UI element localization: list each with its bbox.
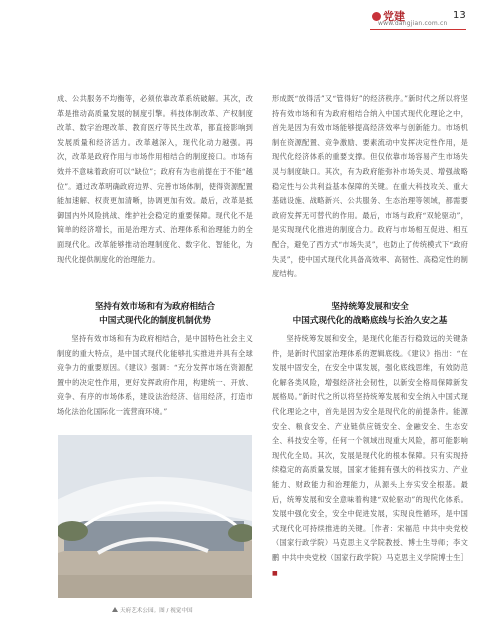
heading-line: 坚持统筹发展和安全 xyxy=(331,302,409,312)
paragraph xyxy=(272,332,468,581)
magazine-url: www.dangjian.com.cn xyxy=(378,20,448,27)
heading-line: 坚持有效市场和有为政府相结合 xyxy=(94,302,216,312)
caption-triangle-icon xyxy=(112,607,118,612)
section-heading-left xyxy=(57,300,253,328)
heading-line: 中国式现代化的战略底线与长治久安之基 xyxy=(292,316,448,326)
glass-facade xyxy=(64,521,244,551)
section-heading-right xyxy=(272,300,468,328)
right-column-top xyxy=(272,92,468,282)
park-photo-illustration xyxy=(58,435,252,598)
header-rule xyxy=(370,29,466,30)
park-photo xyxy=(58,435,252,598)
paragraph: 形成既“放得活”又“管得好”的经济秩序。”新时代之所以将坚持有效市场和有为政府相结合纳入中国式现代化理论之中，首先是因为有效市场能够提高经济效率与创新能力。市场机制在资源配置、竞争激励、要素流动中发挥决定性作用，是现代化经济体系的重要支撑。但仅依靠市场容易产生市场失灵与制度缺口。其次，有为政府能弥补市场失灵、增强战略稳定性与公共利益基本保障的关键。在重大科技攻关、重大基础设施、战略新兴、公共服务、生态治理等领域，都需要政府发挥无可替代的作用。最后，市场与政府“双轮驱动”，是实现现代化推进的制度合力。政府与市场相互促进、相互配合，避免了西方式“市场失灵”，也防止了传统模式下“政府失灵”，使中国式现代化具备高效率、高韧性、高稳定性的制度结构。 xyxy=(272,94,468,279)
right-column-bottom xyxy=(272,332,468,581)
caption-text: 天府艺术公园。图 / 视觉中国 xyxy=(120,608,193,614)
paragraph-text: 坚持统筹发展和安全，是现代化能否行稳致远的关键条件，是新时代国家治理体系的逻辑底线。《建议》指出：“在发展中固安全，在安全中谋发展，强化底线思维，有效防范化解各类风险，增强经济社会韧性，以新安全格局保障新发展格局。”新时代之所以将坚持统筹发展和安全纳入中国式现代化理论之中，首先是因为安全是现代化的前提条件。能源安全、粮食安全、产业链供应链安全、金融安全、生态安全、科技安全等，任何一个领域出现重大风险，都可能影响现代化全局。其次，发展是现代化的根本保障。只有实现持续稳定的高质量发展，国家才能拥有强大的科技实力、产业能力、财政能力和治理能力，从源头上夯实安全根基。最后，统筹发展和安全意味着构建“双轮驱动”的现代化体系。发展中强化安全，安全中促进发展，实现良性循环，是中国式现代化可持续推进的关键。［作者：宋福范 中共中央党校（国家行政学院）马克思主义学院教授、博士生导师；李文鹏 中共中央党校（国家行政学院）马克思主义学院博士生］ xyxy=(272,334,468,562)
photo-caption xyxy=(112,606,193,614)
page-number: 13 xyxy=(453,10,466,21)
left-column-bottom xyxy=(57,332,253,420)
logo-text: 党建 xyxy=(383,10,405,23)
heading-line: 中国式现代化的制度机制优势 xyxy=(99,316,211,326)
end-mark: ■ xyxy=(272,569,278,577)
page-header xyxy=(0,0,484,58)
paragraph: 坚持有效市场和有为政府相结合，是中国特色社会主义制度的重大特点，是中国式现代化能够扎实推进并具有全球竞争力的重要原因。《建议》强调：“充分发挥市场在资源配置中的决定性作用，更好发挥政府作用，构建统一、开放、竞争、有序的市场体系，建设法治经济、信用经济，打造市场化法治化国际化一流营商环境。” xyxy=(57,334,253,416)
foreground xyxy=(58,575,252,598)
paragraph: 成、公共服务不均衡等，必须依靠改革系统破解。其次，改革是推动高质量发展的制度引擎。科技体制改革、产权制度改革、数字治理改革、教育医疗等民生改革，都直接影响到发展质量和经济活力。改革越深入，现代化动力越强。再次，改革是政府作用与市场作用相结合的制度接口。市场有效并不意味着政府可以“缺位”；政府有为也前提在于不能“越位”。通过改革明确政府边界、完善市场体制，使得资源配置能加速解、权责更加清晰，协调更加有效。最后，改革是抵御国内外风险挑战、维护社会稳定的重要保障。现代化不是简单的经济增长，而是治理方式、治理体系和治理能力的全面现代化。改革能够推动治理制度化、数字化、智能化，为现代化提供制度化的治理能力。 xyxy=(57,94,253,264)
left-column-top xyxy=(57,92,253,267)
